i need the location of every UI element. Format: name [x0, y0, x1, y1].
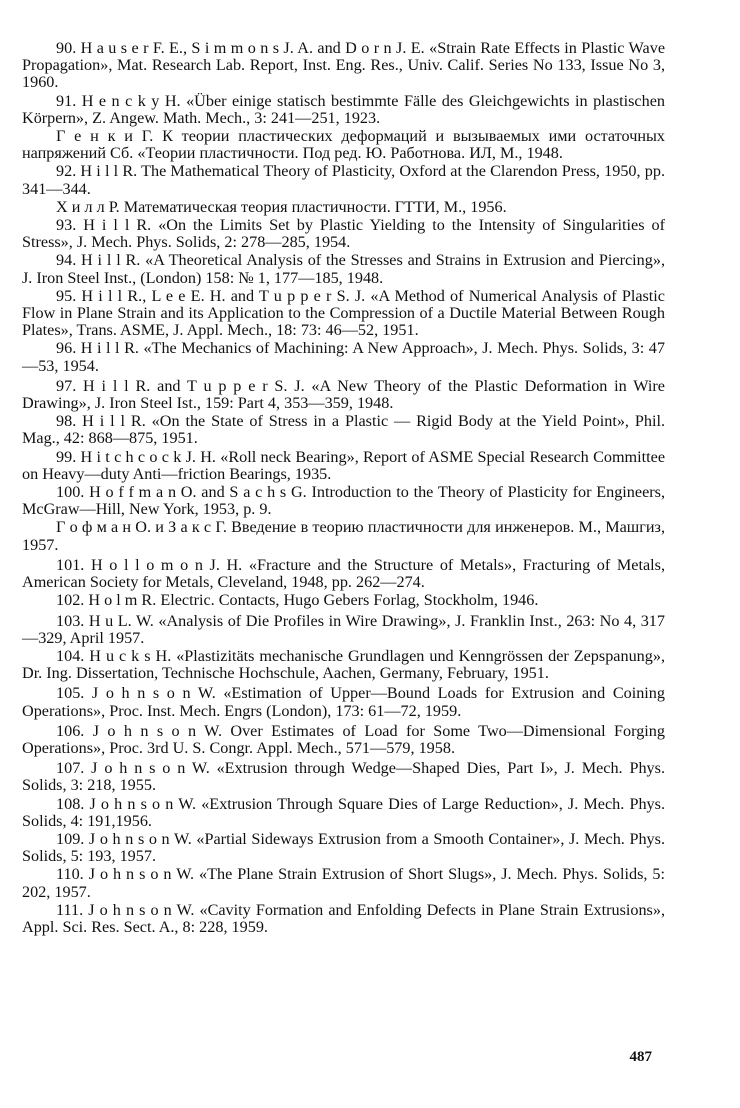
reference-entry-101: 101. H o l l o m o n J. H. «Fracture and the Structure of Metals», Fracturing of Metals, American Society for Metals, Cleveland, 1948, pp. 262—274.: [22, 555, 665, 592]
reference-entry-93: 93. H i l l R. «On the Limits Set by Plastic Yielding to the Intensity of Singularities of Stress», J. Mech. Phys. Solids, 2: 278—285, 1954.: [22, 216, 665, 252]
reference-entry-100-russian: Г о ф м а н О. и З а к с Г. Введение в теорию пластичности для инженеров. М., Машгиз, 1957.: [22, 518, 665, 554]
reference-entry-96: 96. H i l l R. «The Mechanics of Machining: A New Approach», J. Mech. Phys. Solids, 3: 47—53, 1954.: [22, 339, 665, 375]
reference-entry-107: 107. J o h n s o n W. «Extrusion through Wedge—Shaped Dies, Part I», J. Mech. Phys. Solids, 3: 218, 1955.: [22, 759, 665, 795]
reference-entry-102: 102. H o l m R. Electric. Contacts, Hugo Gebers Forlag, Stockholm, 1946.: [56, 591, 539, 610]
reference-entry-100: 100. H o f f m a n O. and S a c h s G. Introduction to the Theory of Plasticity for Engineers, McGraw—Hill, New York, 1953, p. 9.: [22, 483, 665, 519]
reference-entry-90: 90. H a u s e r F. E., S i m m o n s J. A. and D o r n J. E. «Strain Rate Effects in Plastic Wave Propagation», Mat. Research Lab. Report, Inst. Eng. Res., Univ. Calif. Series No 133, Issue No 3, 1960.: [22, 39, 665, 92]
page-number: 487: [629, 1049, 652, 1065]
reference-entry-91: 91. H e n c k y H. «Über einige statisch bestimmte Fälle des Gleichgewichts in plastischen Körpern», Z. Angew. Math. Mech., 3: 241—251, 1923.: [22, 91, 665, 127]
reference-entry-92: 92. H i l l R. The Mathematical Theory of Plasticity, Oxford at the Clarendon Press, 1950, pp. 341—344.: [22, 162, 665, 198]
reference-entry-92-russian: Х и л л Р. Математическая теория пластичности. ГТТИ, М., 1956.: [56, 197, 507, 216]
reference-entry-104: 104. H u c k s H. «Plastizitäts mechanische Grundlagen und Kenngrössen der Zepspanung», Dr. Ing. Dissertation, Technische Hochschule, Aachen, Germany, February, 1951.: [22, 646, 665, 683]
reference-entry-111: 111. J o h n s o n W. «Cavity Formation and Enfolding Defects in Plane Strain Extrusions», Appl. Sci. Res. Sect. A., 8: 228, 1959.: [22, 900, 665, 936]
reference-entry-105: 105. J o h n s o n W. «Estimation of Upper—Bound Loads for Extrusion and Coining Operations», Proc. Inst. Mech. Engrs (London), 173: 61—72, 1959.: [22, 684, 665, 720]
reference-entry-103: 103. H u L. W. «Analysis of Die Profiles in Wire Drawing», J. Franklin Inst., 263: No 4, 317—329, April 1957.: [22, 611, 665, 647]
reference-entry-95: 95. H i l l R., L e e E. H. and T u p p e r S. J. «A Method of Numerical Analysis of Plastic Flow in Plane Strain and its Application to the Compression of a Ductile Material Between Rough Plates», Trans. ASME, J. Appl. Mech., 18: 73: 46—52, 1951.: [22, 286, 665, 340]
reference-entry-110: 110. J o h n s o n W. «The Plane Strain Extrusion of Short Slugs», J. Mech. Phys. Solids, 5: 202, 1957.: [22, 865, 665, 901]
reference-entry-91-russian: Г е н к и Г. К теории пластических деформаций и вызываемых ими остаточных напряжений Сб. «Теории пластичности. Под ред. Ю. Работнова. ИЛ, М., 1948.: [22, 127, 665, 163]
reference-entry-106: 106. J o h n s o n W. Over Estimates of Load for Some Two—Dimensional Forging Operations», Proc. 3rd U. S. Congr. Appl. Mech., 571—579, 1958.: [22, 721, 665, 757]
reference-list: [22, 40, 665, 937]
reference-entry-97: 97. H i l l R. and T u p p e r S. J. «A New Theory of the Plastic Deformation in Wire Drawing», J. Iron Steel Ist., 159: Part 4, 353—359, 1948.: [22, 376, 665, 413]
reference-entry-94: 94. H i l l R. «A Theoretical Analysis of the Stresses and Strains in Extrusion and Piercing», J. Iron Steel Inst., (London) 158: № 1, 177—185, 1948.: [22, 251, 665, 287]
reference-entry-99: 99. H i t c h c o c k J. H. «Roll neck Bearing», Report of ASME Special Research Committee on Heavy—duty Anti—friction Bearings, 1935.: [22, 447, 665, 483]
reference-entry-98: 98. H i l l R. «On the State of Stress in a Plastic — Rigid Body at the Yield Point», Phil. Mag., 42: 868—875, 1951.: [22, 412, 665, 448]
reference-entry-108: 108. J o h n s o n W. «Extrusion Through Square Dies of Large Reduction», J. Mech. Phys. Solids, 4: 191,1956.: [22, 794, 665, 830]
reference-entry-109: 109. J o h n s o n W. «Partial Sideways Extrusion from a Smooth Container», J. Mech. Phys. Solids, 5: 193, 1957.: [22, 829, 665, 866]
